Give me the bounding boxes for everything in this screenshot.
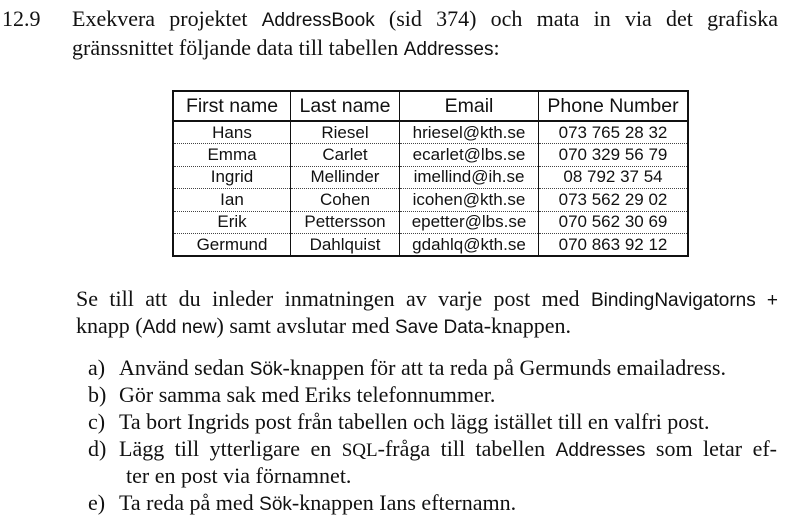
cell-last-name: Riesel bbox=[291, 121, 400, 144]
cell-email: hriesel@kth.se bbox=[400, 121, 539, 144]
cell-first-name: Emma bbox=[173, 144, 291, 166]
instruction-line-2 bbox=[76, 313, 571, 339]
cell-phone: 073 765 28 32 bbox=[539, 121, 689, 144]
intro-line-1 bbox=[72, 6, 778, 32]
instruction-text: -knappen. bbox=[483, 313, 572, 338]
task-label: e) bbox=[88, 490, 106, 515]
cell-email: imellind@ih.se bbox=[400, 166, 539, 188]
task-text-part: -fråga till tabellen bbox=[377, 436, 556, 461]
cell-email: ecarlet@lbs.se bbox=[400, 144, 539, 166]
address-table bbox=[172, 90, 689, 257]
cell-last-name: Cohen bbox=[291, 189, 400, 211]
intro-line-2 bbox=[72, 35, 500, 61]
column-header-phone: Phone Number bbox=[539, 91, 689, 121]
cell-email: epetter@lbs.se bbox=[400, 211, 539, 233]
table-row bbox=[173, 121, 688, 144]
intro-text: Exekvera projektet bbox=[72, 6, 262, 31]
column-header-last-name: Last name bbox=[291, 91, 400, 121]
cell-phone: 070 329 56 79 bbox=[539, 144, 689, 166]
search-button-code: Sök bbox=[259, 494, 292, 515]
cell-first-name: Ingrid bbox=[173, 166, 291, 188]
task-text-part: -knappen Ians efternamn. bbox=[291, 490, 517, 515]
task-text bbox=[119, 355, 726, 381]
cell-phone: 08 792 37 54 bbox=[539, 166, 689, 188]
intro-text: (sid 374) och mata in via det grafiska bbox=[374, 6, 778, 31]
task-label: c) bbox=[88, 409, 106, 434]
column-header-first-name: First name bbox=[173, 91, 291, 121]
task-text bbox=[119, 436, 777, 462]
task-d-continuation: ter en post via förnamnet. bbox=[126, 463, 352, 488]
search-button-code: Sök bbox=[249, 359, 283, 380]
table-header-row bbox=[173, 91, 688, 121]
table-row bbox=[173, 144, 688, 166]
table-row bbox=[173, 189, 688, 211]
cell-last-name: Carlet bbox=[291, 144, 400, 166]
instruction-text: Se till att du inleder inmatningen av varje post med bbox=[76, 286, 591, 311]
task-label: d) bbox=[88, 436, 107, 461]
cell-first-name: Germund bbox=[173, 233, 291, 256]
cell-first-name: Hans bbox=[173, 121, 291, 144]
cell-email: gdahlq@kth.se bbox=[400, 233, 539, 256]
cell-phone: 073 562 29 02 bbox=[539, 189, 689, 211]
intro-text: : bbox=[493, 35, 500, 60]
cell-email: icohen@kth.se bbox=[400, 189, 539, 211]
intro-text: gränssnittet följande data till tabellen bbox=[72, 35, 404, 60]
cell-phone: 070 562 30 69 bbox=[539, 211, 689, 233]
table-name-code: Addresses bbox=[403, 39, 494, 60]
task-text-part: Lägg till ytterligare en bbox=[119, 436, 342, 461]
task-text-part: Ta reda på med bbox=[119, 490, 260, 515]
instruction-text: ) samt avslutar med bbox=[216, 313, 395, 338]
save-data-code: Save Data bbox=[394, 317, 484, 338]
project-name-code: AddressBook bbox=[261, 10, 375, 31]
task-label: a) bbox=[88, 355, 106, 380]
add-new-code: Add new bbox=[142, 317, 217, 338]
cell-first-name: Ian bbox=[173, 189, 291, 211]
task-text bbox=[119, 490, 516, 516]
sql-abbrev: SQL bbox=[341, 440, 378, 461]
task-text-part: som letar ef- bbox=[645, 436, 778, 461]
cell-last-name: Dahlquist bbox=[291, 233, 400, 256]
cell-phone: 070 863 92 12 bbox=[539, 233, 689, 256]
cell-first-name: Erik bbox=[173, 211, 291, 233]
cell-last-name: Pettersson bbox=[291, 211, 400, 233]
task-label: b) bbox=[88, 382, 107, 407]
task-text-part: -knappen för att ta reda på Germunds emailadress. bbox=[282, 355, 726, 380]
binding-navigator-code: BindingNavigatorns + bbox=[590, 290, 779, 311]
cell-last-name: Mellinder bbox=[291, 166, 400, 188]
table-row bbox=[173, 166, 688, 188]
task-text-part: Använd sedan bbox=[119, 355, 250, 380]
task-text: Ta bort Ingrids post från tabellen och lägg istället till en valfri post. bbox=[119, 409, 710, 434]
table-row bbox=[173, 233, 688, 256]
table-name-code: Addresses bbox=[555, 440, 646, 461]
table-row bbox=[173, 211, 688, 233]
instruction-text: knapp ( bbox=[76, 313, 143, 338]
instruction-line-1 bbox=[76, 286, 778, 312]
task-text: Gör samma sak med Eriks telefonnummer. bbox=[119, 382, 496, 407]
exercise-number: 12.9 bbox=[2, 6, 41, 31]
column-header-email: Email bbox=[400, 91, 539, 121]
